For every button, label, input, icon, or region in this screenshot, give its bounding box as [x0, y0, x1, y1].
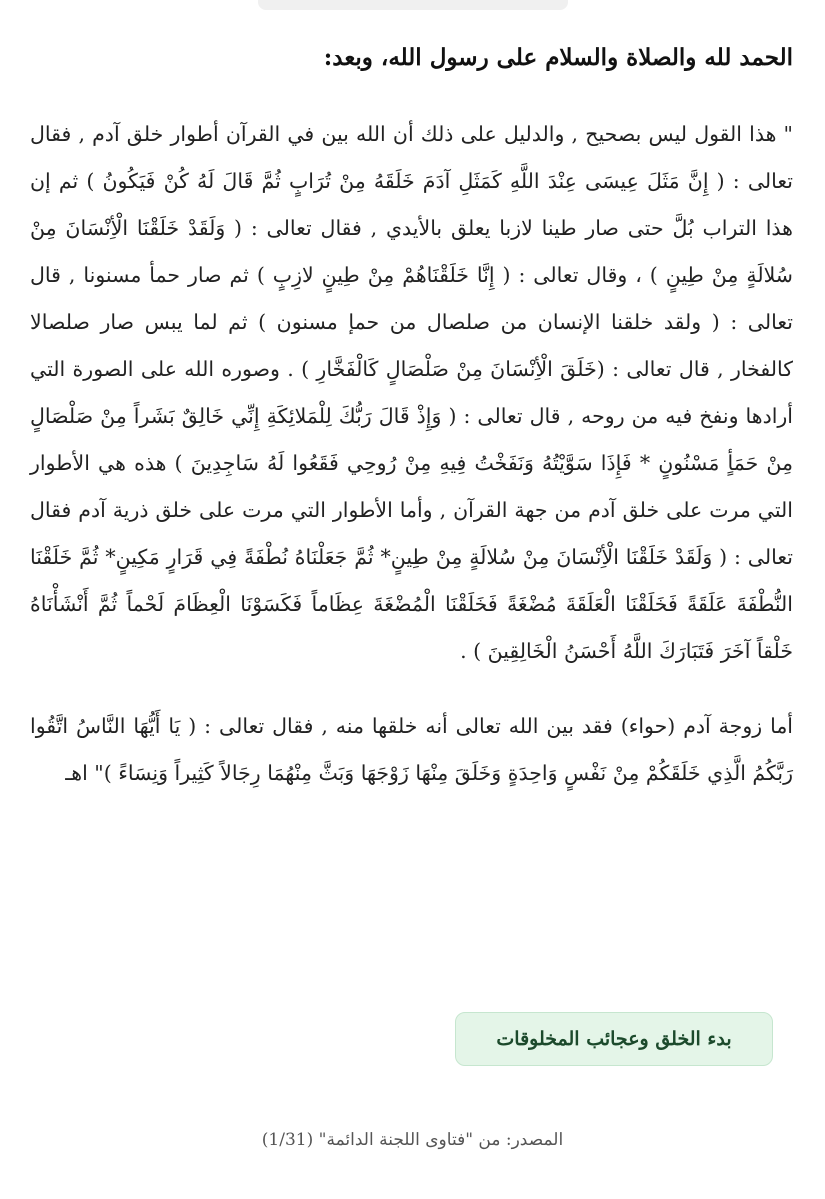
- article-heading: الحمد لله والصلاة والسلام على رسول الله، وبعد:: [323, 44, 793, 71]
- article-paragraph-2: أما زوجة آدم (حواء) فقد بين الله تعالى أنه خلقها منه , فقال تعالى : ( يَا أَيُّهَا النَّاسُ اتَّقُوا رَبَّكُمُ الَّذِي خَلَقَكُمْ مِنْ نَفْسٍ وَاحِدَةٍ وَخَلَقَ مِنْهَا زَوْجَهَا وَبَثَّ مِنْهُمَا رِجَالاً كَثِيراً وَنِسَاءً )" اهـ: [30, 713, 793, 785]
- top-drag-handle: [258, 0, 568, 10]
- fatwa-article: [30, 30, 793, 825]
- category-tag-container: [455, 1012, 773, 1066]
- source-citation: المصدر: من "فتاوى اللجنة الدائمة" (1/31): [261, 1130, 564, 1150]
- category-tag-button[interactable]: بدء الخلق وعجائب المخلوقات: [455, 1012, 773, 1066]
- article-paragraph-1: " هذا القول ليس بصحيح , والدليل على ذلك أن الله بين في القرآن أطوار خلق آدم , فقال تعالى : ( إِنَّ مَثَلَ عِيسَى عِنْدَ اللَّهِ كَمَثَلِ آدَمَ خَلَقَهُ مِنْ تُرَابٍ ثُمَّ قَالَ لَهُ كُنْ فَيَكُونُ ) ثم إن هذا التراب بُلَّ حتى صار طينا لازبا يعلق بالأيدي , فقال تعالى : ( وَلَقَدْ خَلَقْنَا الْأِنْسَانَ مِنْ سُلالَةٍ مِنْ طِينٍ ) ، وقال تعالى : ( إِنَّا خَلَقْنَاهُمْ مِنْ طِينٍ لازِبٍ ) ثم صار حمأ مسنونا , قال تعالى : ( ولقد خلقنا الإنسان من صلصال من حمإ مسنون ) ثم لما يبس صار صلصالا كالفخار , قال تعالى : (خَلَقَ الْأِنْسَانَ مِنْ صَلْصَالٍ كَالْفَخَّارِ ) . وصوره الله على الصورة التي أرادها ونفخ فيه من روحه , قال تعالى : ( وَإِذْ قَالَ رَبُّكَ لِلْمَلائِكَةِ إِنِّي خَالِقٌ بَشَراً مِنْ صَلْصَالٍ مِنْ حَمَأٍ مَسْنُونٍ * فَإِذَا سَوَّيْتُهُ وَنَفَخْتُ فِيهِ مِنْ رُوحِي فَقَعُوا لَهُ سَاجِدِينَ ) هذه هي الأطوار التي مرت على خلق آدم من جهة القرآن , وأما الأطوار التي مرت على خلق ذرية آدم فقال تعالى : ( وَلَقَدْ خَلَقْنَا الْأِنْسَانَ مِنْ سُلالَةٍ مِنْ طِينٍ* ثُمَّ جَعَلْنَاهُ نُطْفَةً فِي قَرَارٍ مَكِينٍ* ثُمَّ خَلَقْنَا النُّطْفَةَ عَلَقَةً فَخَلَقْنَا الْعَلَقَةَ مُضْغَةً فَخَلَقْنَا الْمُضْغَةَ عِظَاماً فَكَسَوْنَا الْعِظَامَ لَحْماً ثُمَّ أَنْشَأْنَاهُ خَلْقاً آخَرَ فَتَبَارَكَ اللَّهُ أَحْسَنُ الْخَالِقِينَ ) .: [30, 121, 793, 663]
